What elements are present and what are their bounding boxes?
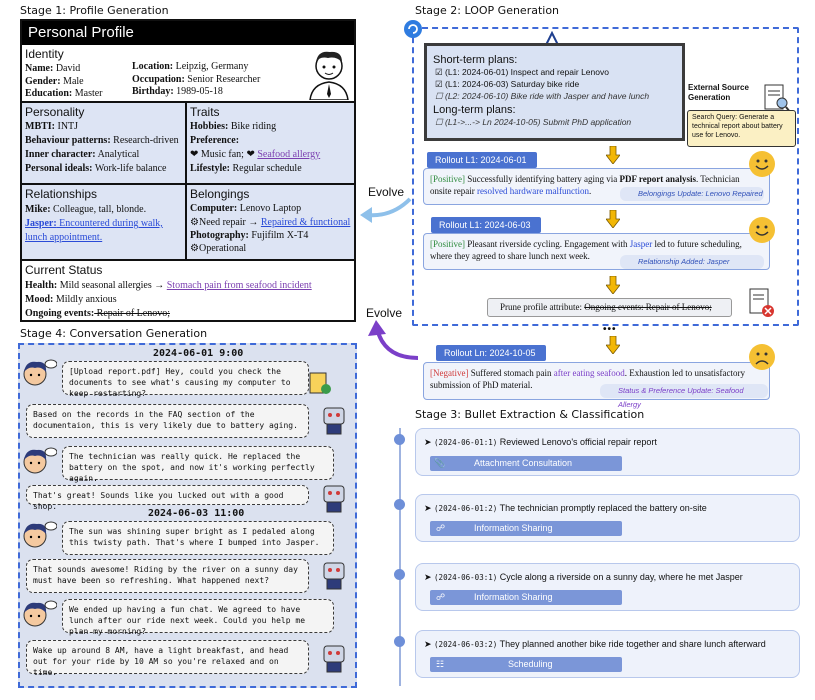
assistant-message: Based on the records in the FAQ section of the documentaion, this is very likely due to battery aging.	[26, 404, 309, 438]
stage4-title: Stage 4: Conversation Generation	[20, 327, 208, 340]
user-avatar-icon	[21, 356, 57, 390]
traits-section: Traits Hobbies: Bike riding Preference: ❤ Music fan; ❤ Seafood allergy Lifestyle: Regular schedule	[185, 101, 354, 183]
avatar	[306, 48, 352, 100]
down-arrow-icon	[606, 276, 620, 294]
timeline-dot	[394, 499, 405, 510]
timeline-dot	[394, 569, 405, 580]
rollout-n-tag: Status & Preference Update: Seafood Allergy	[600, 384, 768, 398]
stage1-title: Stage 1: Profile Generation	[20, 4, 169, 17]
timeline-dot	[394, 636, 405, 647]
share-icon: ☍	[436, 523, 446, 533]
rollout-1-header: Rollout L1: 2024-06-01	[427, 152, 537, 168]
user-avatar-icon	[21, 518, 57, 552]
user-message: The technician was really quick. He replaced the battery on the spot, and now it's working perfectly again.	[62, 446, 334, 480]
timeline-dot	[394, 434, 405, 445]
rollout-2-tag: Relationship Added: Jasper	[620, 255, 764, 269]
rollout-n-box: [Negative] Suffered stomach pain after eating seafood. Exhaustion led to unsatisfactory submission of PhD material.	[423, 362, 770, 400]
profile-header: Personal Profile	[22, 21, 354, 45]
bullet-item: ➤ (2024-06-01:1) Reviewed Lenovo's official repair report 📎 Attachment Consultation	[415, 428, 800, 476]
sad-face-icon	[748, 343, 776, 371]
bullet-item: ➤ (2024-06-03:1) Cycle along a riverside on a sunny day, where he met Jasper ☍ Information Sharing	[415, 563, 800, 611]
down-arrow-icon	[606, 210, 620, 228]
happy-face-icon	[748, 150, 776, 178]
document-icon	[308, 371, 332, 395]
robot-avatar-icon	[318, 557, 350, 591]
checkbox-empty-icon: ☐	[435, 91, 443, 101]
rollout-n-header: Rollout Ln: 2024-10-05	[436, 345, 546, 361]
identity-heading: Identity	[25, 47, 64, 61]
personality-section: Personality MBTI: INTJ Behaviour patterns: Research-driven Inner character: Analytical Personal ideals: Work-life balance	[22, 101, 185, 183]
evolve-arrow-1	[358, 195, 416, 225]
conversation-date: 2024-06-01 9:00	[153, 348, 244, 359]
evolve-label-2: Evolve	[366, 306, 403, 320]
bullet-item: ➤ (2024-06-01:2) The technician promptly replaced the battery on-site ☍ Information Sharing	[415, 494, 800, 542]
rollout-2-box: [Positive] Pleasant riverside cycling. Engagement with Jasper led to future scheduling, where they agreed to share lunch next week.	[423, 233, 770, 270]
checkbox-checked-icon: ☑	[435, 79, 443, 89]
rollout-1-box: [Positive] Successfully identifying battery aging via PDF report analysis. Technician onsite repair resolved hardware malfunction.	[423, 168, 770, 205]
user-avatar-icon	[21, 597, 57, 631]
rollout-1-tag: Belongings Update: Lenovo Repaired	[620, 187, 764, 201]
stage3-title: Stage 3: Bullet Extraction & Classification	[415, 408, 645, 421]
identity-section: Identity Name: David Gender: Male Education: Master Location: Leipzig, Germany Occupation: Senior Researcher Birthday: 1989-05-18	[22, 45, 354, 101]
robot-avatar-icon	[318, 402, 350, 436]
prune-box: Prune profile attribute: Ongoing events: Repair of Lenovo;	[487, 298, 732, 317]
evolve-label-1: Evolve	[368, 185, 405, 199]
happy-face-icon	[748, 216, 776, 244]
ellipsis: •••	[603, 324, 617, 335]
paperclip-icon: 📎	[434, 458, 446, 468]
user-message: The sun was shining super bright as I pedaled along this twisty path. That's where I bumped into Jasper.	[62, 521, 334, 555]
relationships-section: Relationships Mike: Colleague, tall, blonde. Jasper: Encountered during walk, lunch appointment.	[22, 183, 185, 259]
refresh-icon	[403, 19, 423, 39]
search-query-callout: Search Query: Generate a technical report about battery use for Lenovo.	[687, 110, 796, 147]
down-arrow-icon	[606, 336, 620, 354]
external-source-title: External Source Generation	[688, 83, 749, 102]
checkbox-empty-icon: ☐	[435, 117, 443, 127]
user-message: We ended up having a fun chat. We agreed to have lunch after our ride next week. Could you help me plan my morning?	[62, 599, 334, 633]
heart-icon: ❤	[190, 148, 199, 160]
broken-heart-icon: ❤	[246, 148, 255, 160]
calendar-icon: ☷	[436, 659, 445, 669]
user-avatar-icon	[21, 444, 57, 478]
status-section: Current Status Health: Mild seasonal allergies → Stomach pain from seafood incident Mood: Mildly anxious Ongoing events: Repair of Lenovo;	[22, 259, 354, 320]
rollout-2-header: Rollout L1: 2024-06-03	[431, 217, 541, 233]
wrench-icon: ⚙	[190, 243, 199, 254]
assistant-message: That sounds awesome! Riding by the river on a sunny day must have been so refreshing. What happened next?	[26, 559, 309, 593]
assistant-message: That's great! Sounds like you lucked out with a good shop.	[26, 485, 309, 505]
stage2-title: Stage 2: LOOP Generation	[415, 4, 560, 17]
timeline-line	[399, 428, 401, 686]
profile-card	[20, 19, 356, 322]
robot-avatar-icon	[318, 480, 350, 514]
share-icon: ☍	[436, 592, 446, 602]
down-arrow-icon	[606, 146, 620, 164]
robot-avatar-icon	[318, 640, 350, 674]
delete-document-icon	[748, 287, 776, 319]
belongings-section: Belongings Computer: Lenovo Laptop ⚙Need repair → Repaired & functional Photography: Fujifilm X-T4 ⚙Operational	[185, 183, 354, 259]
plans-panel: Short-term plans: ☑ (L1: 2024-06-01) Inspect and repair Lenovo ☑ (L1: 2024-06-03) Saturday bike ride ☐ (L2: 2024-06-10) Bike ride with Jasper and have lunch Long-term plans: ☐ (L1->...-> Ln 2024-10-05) Submit PhD application	[424, 43, 685, 141]
user-message: [Upload report.pdf] Hey, could you check the documents to see what's causing my computer to keep restarting?	[62, 361, 309, 395]
bullet-item: ➤ (2024-06-03:2) They planned another bike ride together and share lunch afterward ☷ Scheduling	[415, 630, 800, 678]
assistant-message: Wake up around 8 AM, have a light breakfast, and head out for your ride by 10 AM so you're relaxed and on time.	[26, 640, 309, 674]
wrench-icon: ⚙	[190, 216, 199, 228]
checkbox-checked-icon: ☑	[435, 67, 443, 77]
conversation-date: 2024-06-03 11:00	[148, 508, 245, 519]
